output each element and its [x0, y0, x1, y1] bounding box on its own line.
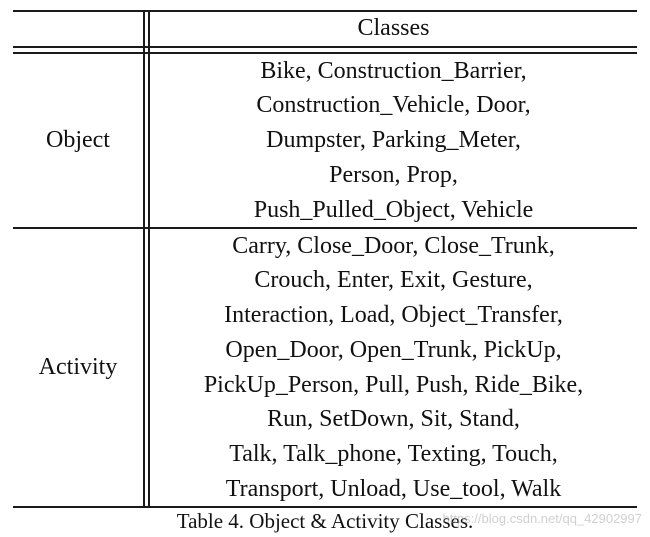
activity-class-line: Open_Door, Open_Trunk, PickUp,	[225, 336, 562, 363]
object-class-line: Person, Prop,	[329, 161, 458, 188]
watermark: https://blog.csdn.net/qq_42902997	[442, 511, 642, 526]
header-empty-cell	[13, 11, 143, 46]
table-caption: Table 4. Object & Activity Classes.	[176, 509, 474, 533]
object-class-line: Push_Pulled_Object, Vehicle	[253, 196, 534, 223]
activity-class-line: Interaction, Load, Object_Transfer,	[224, 302, 563, 329]
row-label-object-text: Object	[46, 127, 110, 153]
classes-table	[13, 0, 637, 507]
activity-class-line: Transport, Unload, Use_tool, Walk	[225, 475, 562, 502]
object-class-line: Bike, Construction_Barrier,	[260, 57, 527, 84]
row-classes-object	[150, 54, 637, 227]
object-class-line: Dumpster, Parking_Meter,	[266, 127, 521, 154]
column-rule-left	[143, 10, 145, 507]
row-classes-activity	[150, 229, 637, 506]
row-label-activity-text: Activity	[38, 354, 118, 380]
header-classes-text: Classes	[357, 15, 430, 41]
header-classes-cell	[150, 11, 637, 46]
header-rule-upper	[13, 46, 637, 48]
activity-class-line: PickUp_Person, Pull, Push, Ride_Bike,	[203, 371, 584, 398]
activity-class-line: Run, SetDown, Sit, Stand,	[267, 406, 520, 433]
row-label-object	[13, 54, 143, 227]
activity-class-line: Carry, Close_Door, Close_Trunk,	[232, 232, 555, 259]
activity-class-line: Crouch, Enter, Exit, Gesture,	[254, 267, 533, 294]
row-label-activity	[13, 229, 143, 506]
activity-class-line: Talk, Talk_phone, Texting, Touch,	[229, 440, 558, 467]
object-class-line: Construction_Vehicle, Door,	[256, 92, 531, 119]
